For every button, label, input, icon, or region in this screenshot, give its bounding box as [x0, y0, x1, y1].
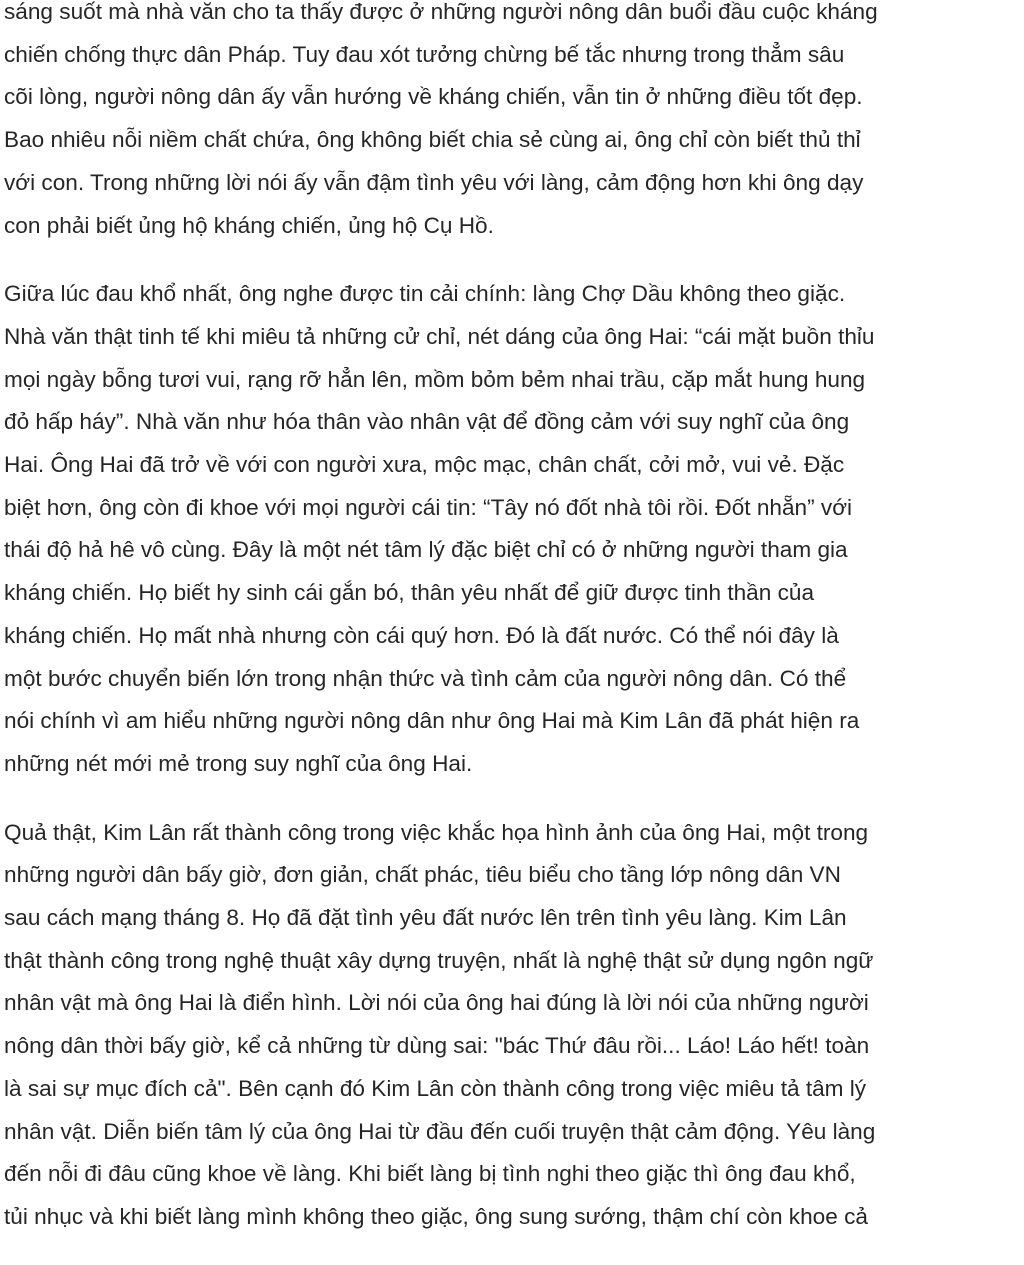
paragraph-line: kháng chiến. Họ biết hy sinh cái gắn bó, thân yêu nhất để giữ được tinh thần của	[4, 580, 815, 606]
paragraph-line: nhân vật. Diễn biến tâm lý của ông Hai từ đầu đến cuối truyện thật cảm động. Yêu làng	[4, 1118, 876, 1144]
paragraph-line: nhân vật mà ông Hai là điển hình. Lời nói của ông hai đúng là lời nói của những người	[4, 990, 869, 1016]
paragraph-line: biệt hơn, ông còn đi khoe với mọi người cái tin: “Tây nó đốt nhà tôi rồi. Đốt nhẵn” với	[4, 494, 853, 520]
paragraph-line: nông dân thời bấy giờ, kể cả những từ dùng sai: "bác Thứ đâu rồi... Láo! Láo hết! toàn	[4, 1033, 870, 1059]
paragraph-line: thái độ hả hê vô cùng. Đây là một nét tâm lý đặc biệt chỉ có ở những người tham gia	[4, 537, 848, 563]
paragraph-line: nói chính vì am hiểu những người nông dân như ông Hai mà Kim Lân đã phát hiện ra	[4, 708, 860, 734]
paragraph-line: thật thành công trong nghệ thuật xây dựng truyện, nhất là nghệ thật sử dụng ngôn ngữ	[4, 947, 874, 973]
paragraph-line: Nhà văn thật tinh tế khi miêu tả những cử chỉ, nét dáng của ông Hai: “cái mặt buồn thỉu	[4, 323, 875, 349]
paragraph-line: Bao nhiêu nỗi niềm chất chứa, ông không biết chia sẻ cùng ai, ông chỉ còn biết thủ thỉ	[4, 127, 861, 153]
paragraph-line: Giữa lúc đau khổ nhất, ông nghe được tin cải chính: làng Chợ Dầu không theo giặc.	[4, 281, 846, 307]
paragraph-line: mọi ngày bỗng tươi vui, rạng rỡ hẳn lên, mồm bỏm bẻm nhai trầu, cặp mắt hung hung	[4, 366, 866, 392]
paragraph-line: Quả thật, Kim Lân rất thành công trong việc khắc họa hình ảnh của ông Hai, một trong	[4, 819, 869, 845]
paragraph-line: đỏ hấp háy”. Nhà văn như hóa thân vào nhân vật để đồng cảm với suy nghĩ của ông	[4, 409, 850, 435]
paragraph-line: những nét mới mẻ trong suy nghĩ của ông Hai.	[4, 750, 473, 776]
paragraph-line: một bước chuyển biến lớn trong nhận thức và tình cảm của người nông dân. Có thể	[4, 665, 847, 691]
paragraph-line: cõi lòng, người nông dân ấy vẫn hướng về kháng chiến, vẫn tin ở những điều tốt đẹp.	[4, 84, 863, 110]
paragraph-line: chiến chống thực dân Pháp. Tuy đau xót tưởng chừng bế tắc nhưng trong thẳm sâu	[4, 41, 845, 67]
paragraph-3	[4, 812, 1020, 1239]
paragraph-line: con phải biết ủng hộ kháng chiến, ủng hộ Cụ Hồ.	[4, 212, 494, 238]
paragraph-1	[4, 0, 1020, 247]
paragraph-line: là sai sự mục đích cả". Bên cạnh đó Kim Lân còn thành công trong việc miêu tả tâm lý	[4, 1075, 867, 1101]
article-body	[4, 0, 1020, 1265]
paragraph-line: những người dân bấy giờ, đơn giản, chất phác, tiêu biểu cho tầng lớp nông dân VN	[4, 862, 841, 888]
paragraph-line: Hai. Ông Hai đã trở về với con người xưa, mộc mạc, chân chất, cởi mở, vui vẻ. Đặc	[4, 452, 845, 478]
paragraph-line: với con. Trong những lời nói ấy vẫn đậm tình yêu với làng, cảm động hơn khi ông dạy	[4, 169, 864, 195]
paragraph-line: sáng suốt mà nhà văn cho ta thấy được ở những người nông dân buổi đầu cuộc kháng	[4, 0, 878, 24]
paragraph-line: kháng chiến. Họ mất nhà nhưng còn cái quý hơn. Đó là đất nước. Có thể nói đây là	[4, 622, 839, 648]
paragraph-line: đến nỗi đi đâu cũng khoe về làng. Khi biết làng bị tình nghi theo giặc thì ông đau khổ,	[4, 1161, 856, 1187]
paragraph-line: tủi nhục và khi biết làng mình không theo giặc, ông sung sướng, thậm chí còn khoe cả	[4, 1203, 868, 1229]
paragraph-line: sau cách mạng tháng 8. Họ đã đặt tình yêu đất nước lên trên tình yêu làng. Kim Lân	[4, 905, 847, 931]
paragraph-2	[4, 273, 1020, 785]
